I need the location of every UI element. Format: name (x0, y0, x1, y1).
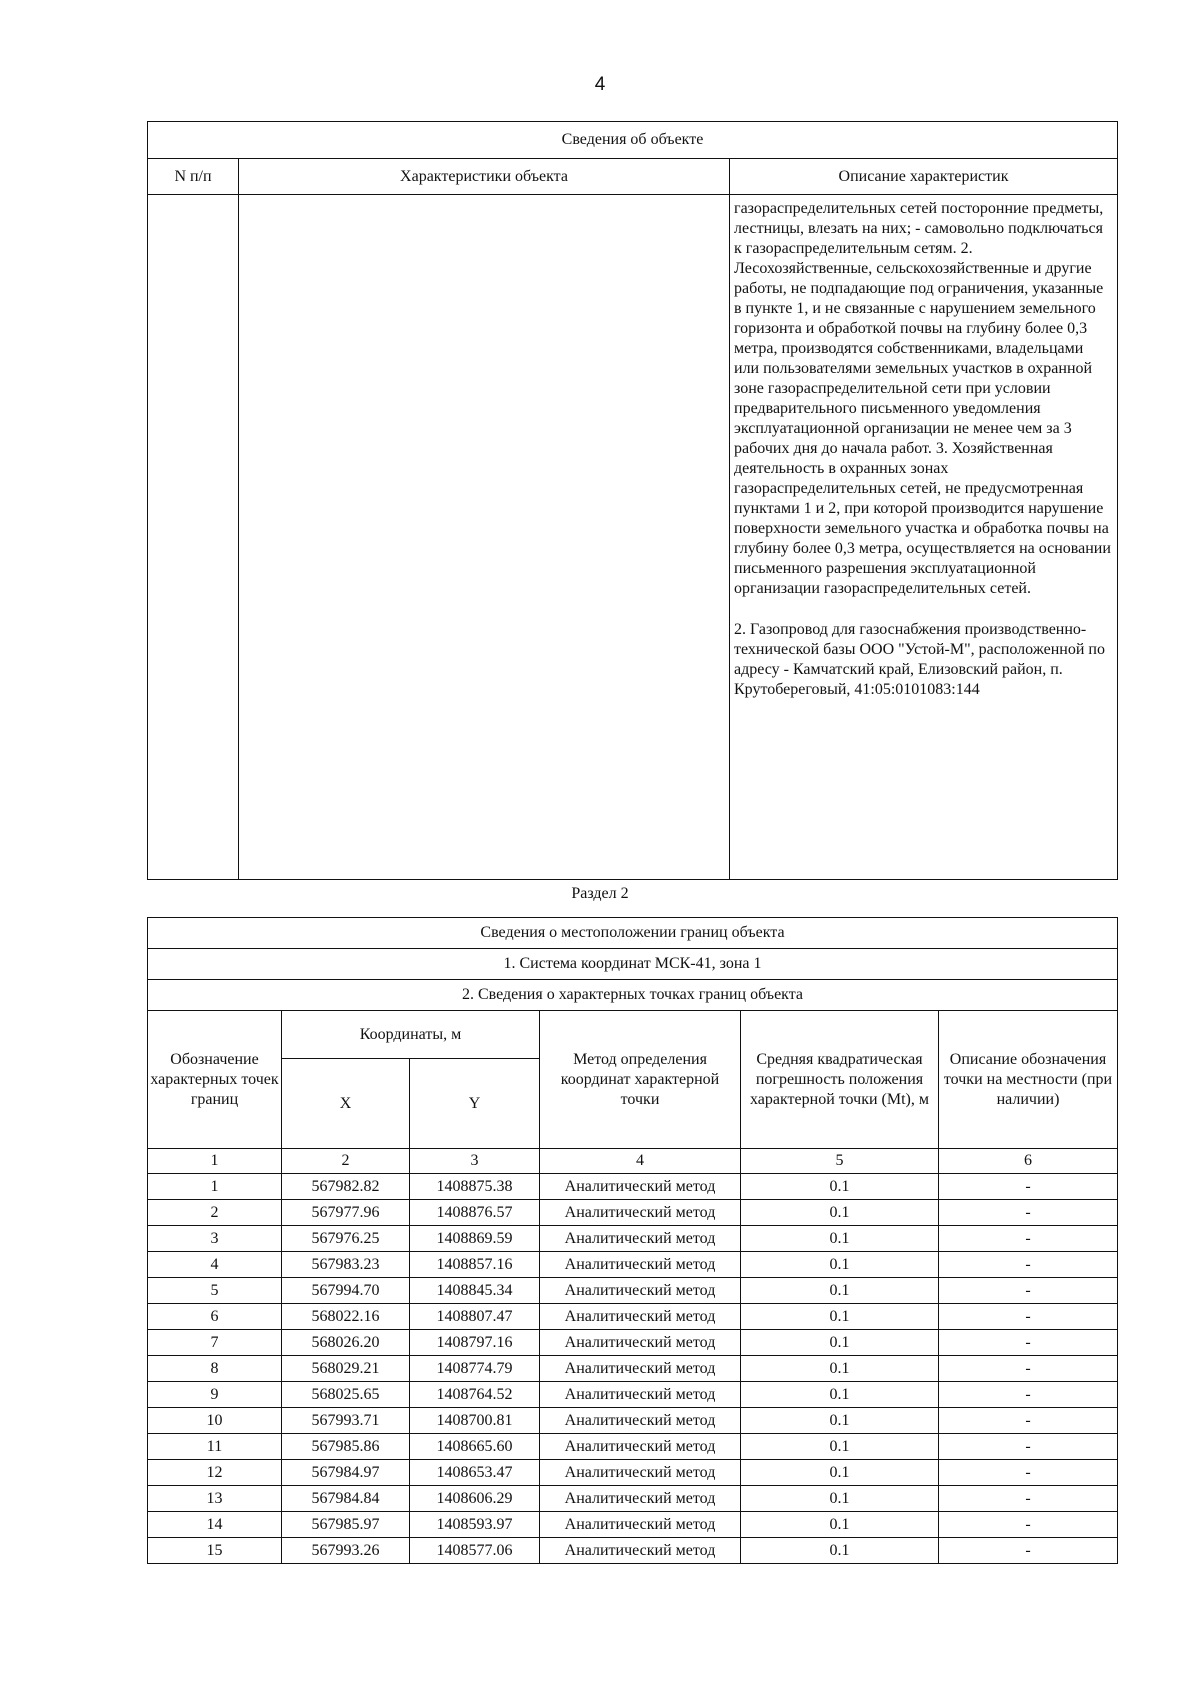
error-cell: 0.1 (741, 1486, 939, 1512)
x-coordinate-cell: 567993.71 (282, 1408, 410, 1434)
column-number: 3 (410, 1149, 540, 1174)
error-cell: 0.1 (741, 1460, 939, 1486)
point-number-cell: 3 (148, 1226, 282, 1252)
y-coordinate-cell: 1408653.47 (410, 1460, 540, 1486)
method-cell: Аналитический метод (540, 1512, 741, 1538)
point-description-cell: - (939, 1408, 1118, 1434)
y-coordinate-cell: 1408774.79 (410, 1356, 540, 1382)
x-coordinate-cell: 567993.26 (282, 1538, 410, 1564)
column-number: 6 (939, 1149, 1118, 1174)
points-body (148, 1174, 1118, 1564)
point-description-cell: - (939, 1278, 1118, 1304)
point-number-cell: 11 (148, 1434, 282, 1460)
point-number-cell: 9 (148, 1382, 282, 1408)
table-row (148, 1512, 1118, 1538)
y-coordinate-cell: 1408845.34 (410, 1278, 540, 1304)
method-cell: Аналитический метод (540, 1330, 741, 1356)
y-coordinate-cell: 1408593.97 (410, 1512, 540, 1538)
x-coordinate-cell: 568029.21 (282, 1356, 410, 1382)
point-description-cell: - (939, 1330, 1118, 1356)
x-coordinate-cell: 567994.70 (282, 1278, 410, 1304)
table-row (148, 1174, 1118, 1200)
error-cell: 0.1 (741, 1200, 939, 1226)
section-label: Раздел 2 (571, 885, 629, 902)
method-cell: Аналитический метод (540, 1356, 741, 1382)
method-cell: Аналитический метод (540, 1408, 741, 1434)
y-coordinate-cell: 1408764.52 (410, 1382, 540, 1408)
point-description-cell: - (939, 1434, 1118, 1460)
point-number-cell: 6 (148, 1304, 282, 1330)
method-cell: Аналитический метод (540, 1382, 741, 1408)
point-description-cell: - (939, 1304, 1118, 1330)
error-cell: 0.1 (741, 1278, 939, 1304)
error-cell: 0.1 (741, 1356, 939, 1382)
object-info-title: Сведения об объекте (148, 122, 1118, 159)
method-cell: Аналитический метод (540, 1434, 741, 1460)
error-cell: 0.1 (741, 1252, 939, 1278)
y-coordinate-cell: 1408797.16 (410, 1330, 540, 1356)
point-description-cell: - (939, 1226, 1118, 1252)
method-cell: Аналитический метод (540, 1538, 741, 1564)
object-description-cell (730, 195, 1118, 880)
error-cell: 0.1 (741, 1304, 939, 1330)
method-cell: Аналитический метод (540, 1304, 741, 1330)
header-point-description: Описание обозначения точки на местности (при наличии) (939, 1011, 1118, 1149)
point-number-cell: 1 (148, 1174, 282, 1200)
x-coordinate-cell: 568022.16 (282, 1304, 410, 1330)
point-description-cell: - (939, 1356, 1118, 1382)
x-coordinate-cell: 567984.84 (282, 1486, 410, 1512)
point-description-cell: - (939, 1538, 1118, 1564)
table-row (148, 1434, 1118, 1460)
location-title: Сведения о местоположении границ объекта (148, 918, 1118, 949)
error-cell: 0.1 (741, 1538, 939, 1564)
description-paragraph-2: 2. Газопровод для газоснабжения производственно-технической базы ООО "Устой-М", расположенной по адресу - Камчатский край, Елизовский район, п. Крутобереговый, 41:05:0101083:144 (734, 621, 1105, 698)
table-row (148, 1538, 1118, 1564)
point-number-cell: 13 (148, 1486, 282, 1512)
object-characteristics-cell (239, 195, 730, 880)
point-number-cell: 4 (148, 1252, 282, 1278)
table-row (148, 1252, 1118, 1278)
header-y: Y (410, 1059, 540, 1149)
table-row (148, 1200, 1118, 1226)
header-coordinates: Координаты, м (282, 1011, 540, 1059)
boundary-points-table (147, 917, 1118, 1564)
y-coordinate-cell: 1408869.59 (410, 1226, 540, 1252)
method-cell: Аналитический метод (540, 1460, 741, 1486)
y-coordinate-cell: 1408875.38 (410, 1174, 540, 1200)
header-designation: Обозначение характерных точек границ (148, 1011, 282, 1149)
x-coordinate-cell: 567982.82 (282, 1174, 410, 1200)
table-row (148, 1304, 1118, 1330)
x-coordinate-cell: 568025.65 (282, 1382, 410, 1408)
column-number: 4 (540, 1149, 741, 1174)
error-cell: 0.1 (741, 1174, 939, 1200)
col-header-number: N п/п (148, 159, 239, 195)
point-number-cell: 7 (148, 1330, 282, 1356)
column-number: 1 (148, 1149, 282, 1174)
point-number-cell: 14 (148, 1512, 282, 1538)
table-row (148, 1278, 1118, 1304)
header-method: Метод определения координат характерной точки (540, 1011, 741, 1149)
x-coordinate-cell: 567985.97 (282, 1512, 410, 1538)
x-coordinate-cell: 567984.97 (282, 1460, 410, 1486)
header-x: X (282, 1059, 410, 1149)
y-coordinate-cell: 1408606.29 (410, 1486, 540, 1512)
error-cell: 0.1 (741, 1330, 939, 1356)
error-cell: 0.1 (741, 1434, 939, 1460)
table-row (148, 1408, 1118, 1434)
col-header-characteristics: Характеристики объекта (239, 159, 730, 195)
page-number: 4 (594, 74, 606, 95)
y-coordinate-cell: 1408577.06 (410, 1538, 540, 1564)
table-row (148, 1356, 1118, 1382)
object-info-table (147, 121, 1118, 880)
point-description-cell: - (939, 1174, 1118, 1200)
point-description-cell: - (939, 1486, 1118, 1512)
error-cell: 0.1 (741, 1226, 939, 1252)
point-description-cell: - (939, 1382, 1118, 1408)
table-row (148, 1330, 1118, 1356)
point-description-cell: - (939, 1200, 1118, 1226)
table-row (148, 1382, 1118, 1408)
error-cell: 0.1 (741, 1382, 939, 1408)
method-cell: Аналитический метод (540, 1278, 741, 1304)
point-description-cell: - (939, 1460, 1118, 1486)
point-number-cell: 8 (148, 1356, 282, 1382)
x-coordinate-cell: 568026.20 (282, 1330, 410, 1356)
y-coordinate-cell: 1408807.47 (410, 1304, 540, 1330)
y-coordinate-cell: 1408857.16 (410, 1252, 540, 1278)
x-coordinate-cell: 567977.96 (282, 1200, 410, 1226)
method-cell: Аналитический метод (540, 1174, 741, 1200)
table-row (148, 1460, 1118, 1486)
table-row (148, 1226, 1118, 1252)
point-description-cell: - (939, 1252, 1118, 1278)
coordinate-system: 1. Система координат МСК-41, зона 1 (148, 949, 1118, 980)
header-error: Средняя квадратическая погрешность положения характерной точки (Mt), м (741, 1011, 939, 1149)
column-number: 5 (741, 1149, 939, 1174)
object-number-cell (148, 195, 239, 880)
y-coordinate-cell: 1408665.60 (410, 1434, 540, 1460)
point-number-cell: 10 (148, 1408, 282, 1434)
method-cell: Аналитический метод (540, 1486, 741, 1512)
x-coordinate-cell: 567983.23 (282, 1252, 410, 1278)
table-row (148, 1486, 1118, 1512)
x-coordinate-cell: 567976.25 (282, 1226, 410, 1252)
point-number-cell: 12 (148, 1460, 282, 1486)
point-number-cell: 2 (148, 1200, 282, 1226)
error-cell: 0.1 (741, 1512, 939, 1538)
method-cell: Аналитический метод (540, 1226, 741, 1252)
point-description-cell: - (939, 1512, 1118, 1538)
points-title: 2. Сведения о характерных точках границ объекта (148, 980, 1118, 1011)
y-coordinate-cell: 1408876.57 (410, 1200, 540, 1226)
point-number-cell: 15 (148, 1538, 282, 1564)
description-paragraph-1: газораспределительных сетей посторонние предметы, лестницы, влезать на них; - самовольно подключаться к газораспределительным сетям. 2. Лесохозяйственные, сельскохозяйственные и другие работы, не подпадающие под ограничения, указанные в пункте 1, и не связанные с нарушением земельного горизонта и обработкой почвы на глубину более 0,3 метра, производятся собственниками, владельцами или пользователями земельных участков в охранной зоне газораспределительной сети при условии предварительного письменного уведомления эксплуатационной организации не менее чем за 3 рабочих дня до начала работ. 3. Хозяйственная деятельность в охранных зонах газораспределительных сетей, не предусмотренная пунктами 1 и 2, при которой производится нарушение поверхности земельного участка и обработка почвы на глубину более 0,3 метра, осуществляется на основании письменного разрешения эксплуатационной организации газораспределительных сетей. (734, 200, 1111, 597)
x-coordinate-cell: 567985.86 (282, 1434, 410, 1460)
point-number-cell: 5 (148, 1278, 282, 1304)
col-header-description: Описание характеристик (730, 159, 1118, 195)
method-cell: Аналитический метод (540, 1252, 741, 1278)
error-cell: 0.1 (741, 1408, 939, 1434)
y-coordinate-cell: 1408700.81 (410, 1408, 540, 1434)
column-number: 2 (282, 1149, 410, 1174)
method-cell: Аналитический метод (540, 1200, 741, 1226)
